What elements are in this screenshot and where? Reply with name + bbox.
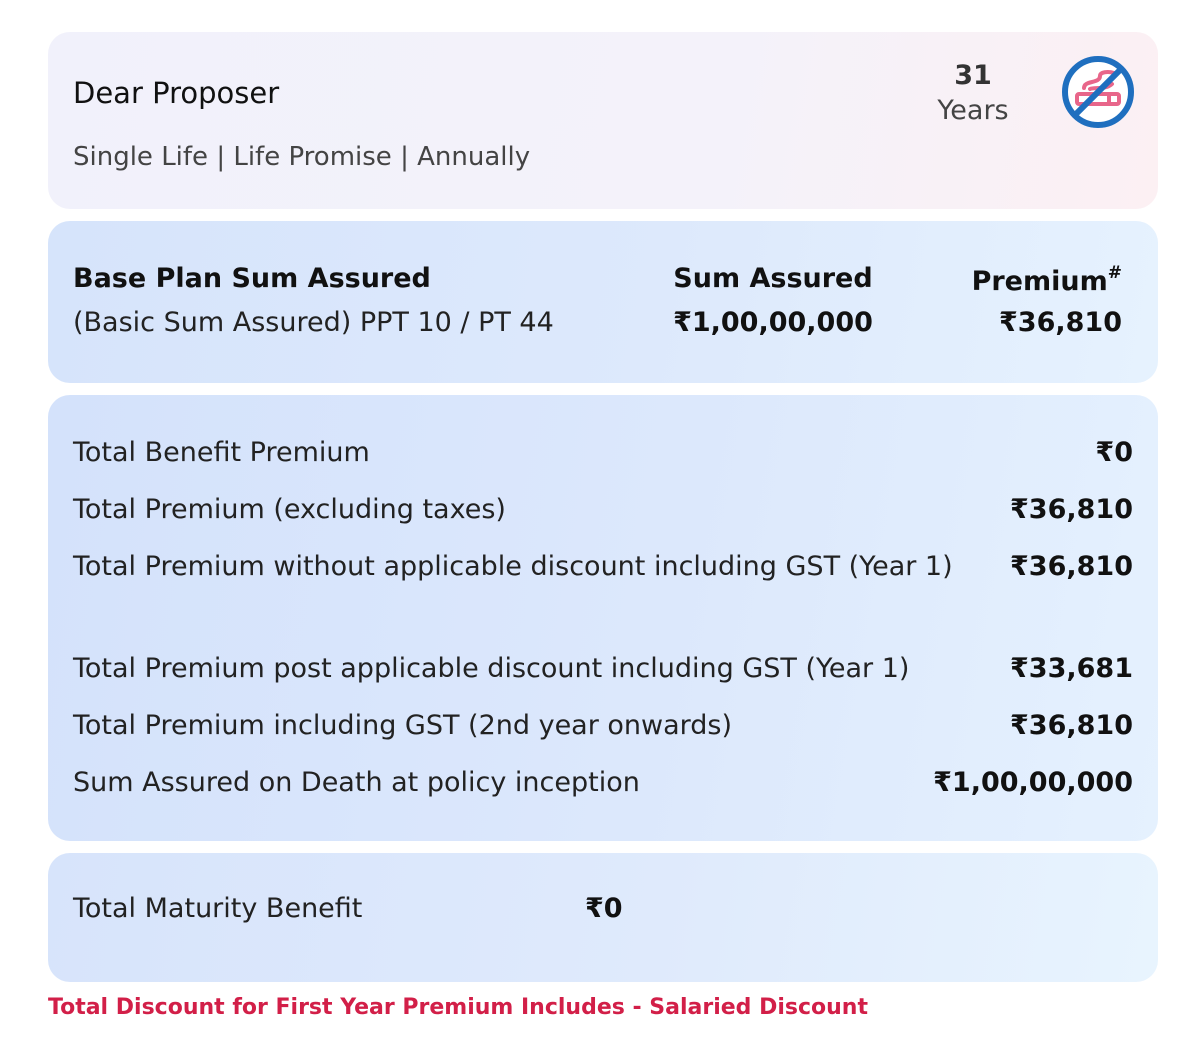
premium-header <box>972 263 1122 297</box>
maturity-benefit-label: Total Maturity Benefit <box>73 893 363 924</box>
summary-row-label: Total Premium without applicable discount including GST (Year 1) <box>73 551 953 582</box>
age-unit: Years <box>937 95 1009 126</box>
discount-note: Total Discount for First Year Premium Includes - Salaried Discount <box>48 995 868 1020</box>
summary-row-label: Sum Assured on Death at policy inception <box>73 767 640 798</box>
premium-summary-card <box>48 395 1158 841</box>
summary-row <box>73 762 1133 804</box>
summary-row-value: ₹36,810 <box>1010 494 1133 525</box>
summary-row-value: ₹1,00,00,000 <box>933 767 1133 798</box>
summary-row <box>73 546 1133 588</box>
summary-row-value: ₹33,681 <box>1010 653 1133 684</box>
proposer-card <box>48 32 1158 209</box>
summary-row <box>73 432 1133 474</box>
summary-row <box>73 648 1133 690</box>
premium-header-label: Premium <box>971 266 1108 297</box>
summary-row-label: Total Premium including GST (2nd year onwards) <box>73 710 733 741</box>
premium-footnote-mark: # <box>1107 263 1122 283</box>
maturity-benefit-card <box>48 853 1158 982</box>
age-value: 31 <box>954 60 992 91</box>
summary-row-label: Total Premium post applicable discount including GST (Year 1) <box>73 653 910 684</box>
maturity-benefit-value: ₹0 <box>585 893 623 924</box>
no-smoking-icon <box>1060 54 1136 130</box>
summary-row-value: ₹0 <box>1095 437 1133 468</box>
summary-row <box>73 705 1133 747</box>
proposer-name: Dear Proposer <box>73 76 280 110</box>
sum-assured-header: Sum Assured <box>673 263 873 294</box>
summary-row-label: Total Benefit Premium <box>73 437 370 468</box>
premium-value: ₹36,810 <box>999 307 1122 338</box>
summary-row-value: ₹36,810 <box>1010 710 1133 741</box>
sum-assured-value: ₹1,00,00,000 <box>673 307 873 338</box>
base-plan-title: Base Plan Sum Assured <box>73 263 431 294</box>
plan-summary-line: Single Life | Life Promise | Annually <box>73 142 531 172</box>
base-plan-card <box>48 221 1158 383</box>
summary-row-label: Total Premium (excluding taxes) <box>73 494 506 525</box>
summary-row-value: ₹36,810 <box>1010 551 1133 582</box>
summary-row <box>73 489 1133 531</box>
base-plan-subtitle: (Basic Sum Assured) PPT 10 / PT 44 <box>73 307 554 338</box>
